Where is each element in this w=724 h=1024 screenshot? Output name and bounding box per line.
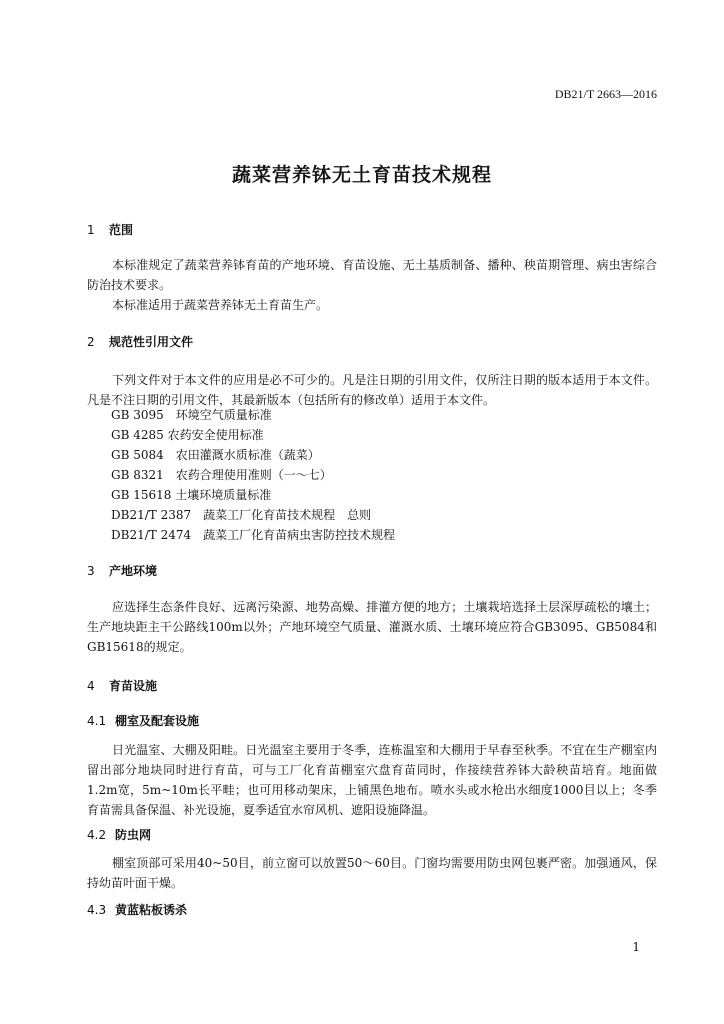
document-title: 蔬菜营养钵无土育苗技术规程 — [231, 164, 492, 186]
reference-item: GB 15618 土壤环境质量标准 — [111, 488, 272, 502]
reference-item: GB 3095 环境空气质量标准 — [111, 408, 272, 422]
reference-item: GB 8321 农药合理使用准则（一～七） — [111, 468, 332, 482]
section-title: 育苗设施 — [109, 679, 158, 693]
section-4-heading — [87, 677, 157, 694]
section-title: 产地环境 — [109, 564, 158, 578]
section-2-paragraph-1: 下列文件对于本文件的应用是必不可少的。凡是注日期的引用文件，仅所注日期的版本适用于本文件。凡是不注日期的引用文件，其最新版本（包括所有的修改单）适用于本文件。 — [87, 373, 657, 407]
section-number: 2 — [87, 335, 95, 349]
subsection-4-3-heading — [87, 901, 187, 918]
page-number: 1 — [632, 940, 640, 954]
section-1-paragraph-2: 本标准适用于蔬菜营养钵无土育苗生产。 — [112, 298, 329, 312]
reference-item: DB21/T 2387 蔬菜工厂化育苗技术规程 总则 — [111, 508, 372, 522]
subsection-4-1-heading — [87, 712, 199, 729]
subsection-number: 4.1 — [87, 714, 107, 728]
reference-item: GB 5084 农田灌溉水质标准（蔬菜） — [111, 448, 320, 462]
section-number: 1 — [87, 223, 95, 237]
subsection-4-2-paragraph: 棚室顶部可采用40~50目，前立窗可以放置50～60目。门窗均需要用防虫网包裹严密。加强通风，保持幼苗叶面干燥。 — [87, 856, 657, 890]
subsection-4-2-heading — [87, 826, 151, 843]
reference-item: GB 4285 农药安全使用标准 — [111, 428, 264, 442]
section-3-paragraph-1: 应选择生态条件良好、远离污染源、地势高燥、排灌方便的地方；土壤栽培选择土层深厚疏松的壤土；生产地块距主干公路线100m以外；产地环境空气质量、灌溉水质、土壤环境应符合GB3095、GB5084和GB15618的规定。 — [87, 600, 657, 654]
subsection-title: 黄蓝粘板诱杀 — [115, 903, 188, 917]
subsection-4-1-paragraph: 日光温室、大棚及阳畦。日光温室主要用于冬季，连栋温室和大棚用于早春至秋季。不宜在生产棚室内留出部分地块同时进行育苗，可与工厂化育苗棚室穴盘育苗同时，作接续营养钵大龄秧苗培育。地面做1.2m宽，5m~10m长平畦；也可用移动架床，上铺黑色地布。喷水头或水枪出水细度1000目以上；冬季育苗需具备保温、补光设施，夏季适宜水帘风机、遮阳设施降温。 — [87, 743, 657, 817]
subsection-number: 4.2 — [87, 828, 107, 842]
subsection-number: 4.3 — [87, 903, 107, 917]
section-number: 3 — [87, 564, 95, 578]
section-1-heading — [87, 221, 133, 238]
section-1-paragraph-1: 本标准规定了蔬菜营养钵育苗的产地环境、育苗设施、无土基质制备、播种、秧苗期管理、病虫害综合防治技术要求。 — [87, 258, 657, 292]
section-title: 规范性引用文件 — [109, 335, 194, 349]
section-title: 范围 — [109, 223, 134, 237]
reference-list — [111, 405, 395, 545]
reference-item: DB21/T 2474 蔬菜工厂化育苗病虫害防控技术规程 — [111, 528, 396, 542]
subsection-title: 防虫网 — [115, 828, 152, 842]
section-3-heading — [87, 562, 157, 579]
section-number: 4 — [87, 679, 95, 693]
subsection-title: 棚室及配套设施 — [115, 714, 200, 728]
section-2-heading — [87, 333, 193, 350]
document-code: DB21/T 2663—2016 — [554, 87, 657, 101]
